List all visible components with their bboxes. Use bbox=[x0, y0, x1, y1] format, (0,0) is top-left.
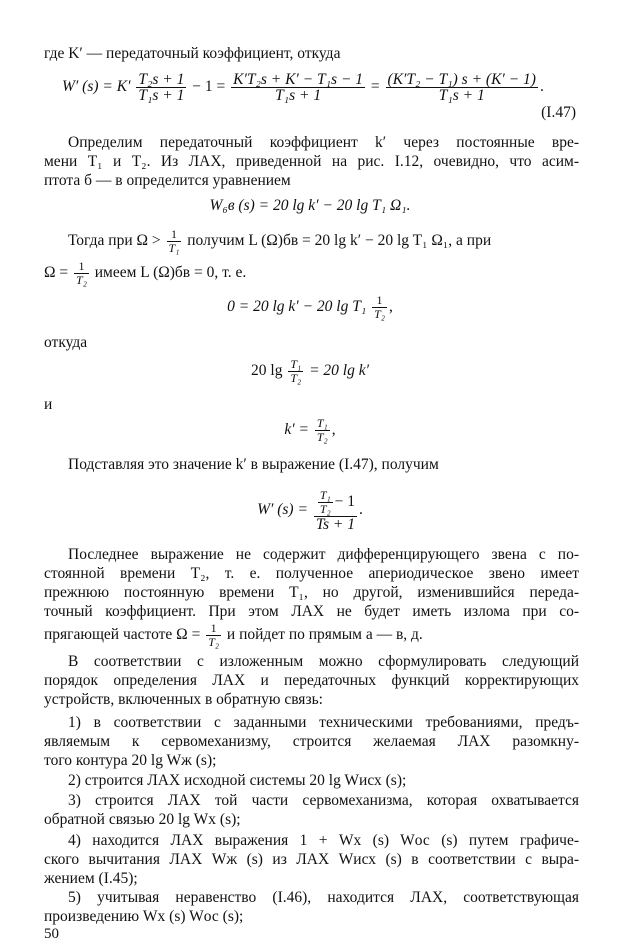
omega-line: Ω = $\frac{1}{\text{T₂}}$ имеем L (Ω)бв = 0, т. е. bbox=[44, 258, 247, 287]
item-1-line-3: того контура 20 lg Wж (s); bbox=[44, 752, 217, 769]
equation-k: k′ = $\frac{\text{T₁}}{\text{T₂}}$ , bbox=[284, 415, 336, 444]
item-4-line-2: ского вычитания ЛАХ Wж (s) из ЛАХ Wисх (s) в соответствии с выра- bbox=[44, 851, 579, 868]
eq-w-inner-frac: $\frac{\text{T₁}}{\text{T₂}}$ bbox=[319, 487, 331, 516]
eq47-lhs: W′ (s) = K′ bbox=[62, 78, 131, 95]
equation-number-i47: (I.47) bbox=[541, 104, 576, 121]
equation-zero: 0 = 20 lg k′ − 20 lg T₁ $\frac{1}{\text{T₂}}$ , bbox=[227, 292, 393, 321]
item-3-line-2: обратной связью 20 lg Wx (s); bbox=[44, 811, 241, 828]
eq47-frac-2: $\frac{\text{K′T₂s + K′ − T₁s − 1}}{\text{T₁s + 1}}$ bbox=[233, 70, 364, 104]
whence-word: откуда bbox=[44, 334, 88, 351]
and-word: и bbox=[44, 396, 53, 413]
p3-line-2: порядок определения ЛАХ и передаточных функций корректирующих bbox=[44, 672, 579, 689]
item-5-line-2: произведению Wx (s) Wос (s); bbox=[44, 908, 244, 925]
item-4-line-3: жением (I.45); bbox=[44, 870, 138, 887]
eq-w-compound-frac: $\frac{\text{T₁}}{\text{T₂}}$ − 1 Ts + 1 bbox=[314, 489, 357, 532]
p1-line-1: Определим передаточный коэффициент k′ через постоянные вре- bbox=[68, 134, 579, 151]
item-3-line-1: 3) строится ЛАХ той части сервомеханизма, которая охватывается bbox=[68, 792, 579, 809]
then-line: Тогда при Ω > $\frac{1}{\text{T₁}}$ получим L (Ω)бв = 20 lg k′ − 20 lg T₁ Ω₁, а при bbox=[68, 226, 492, 255]
item-4-line-1: 4) находится ЛАХ выражения 1 + Wx (s) Wос (s) путем графиче- bbox=[68, 832, 579, 849]
equation-20lg: 20 lg $\frac{\text{T₁}}{\text{T₂}}$ = 20 lg k′ bbox=[251, 356, 369, 385]
equation-i47: W′ (s) = K′ $\frac{\text{T₂s + 1}}{\text{T₁s + 1}}$ − 1 = $\frac{\text{K′T₂s + K′ − T₁s − 1}}{\text{T₁s + 1}}$ = $\frac{\text{(K′T₂ − T₁) s + (K′ − 1)}}{\text{T₁s + 1}}$ . bbox=[62, 70, 544, 104]
p1-line-3: птота б — в определится уравнением bbox=[44, 172, 291, 189]
eq47-equals: = bbox=[370, 78, 380, 95]
equation-wbv: W₆в (s) = 20 lg k′ − 20 lg T₁ Ω₁. bbox=[209, 197, 411, 214]
then-frac: $\frac{1}{\text{T₁}}$ bbox=[168, 226, 180, 255]
item-1-line-2: являемым к сервомеханизму, строится желаемая ЛАХ разомкну- bbox=[44, 733, 579, 750]
item-5-line-1: 5) учитывая неравенство (I.46), находится ЛАХ, соответствующая bbox=[68, 889, 579, 906]
p1-line-2: мени T₁ и T₂. Из ЛАХ, приведенной на рис. I.12, очевидно, что асим- bbox=[44, 153, 579, 170]
page-number: 50 bbox=[44, 926, 59, 942]
eq47-frac-3: $\frac{\text{(K′T₂ − T₁) s + (K′ − 1)}}{\text{T₁s + 1}}$ bbox=[387, 70, 536, 104]
p2-line-3: прежнюю постоянную времени T₁, но другой, изменившийся переда- bbox=[44, 584, 579, 601]
eq-20lg-frac: $\frac{\text{T₁}}{\text{T₂}}$ bbox=[290, 356, 302, 385]
eq47-frac-1: $\frac{\text{T₂s + 1}}{\text{T₁s + 1}}$ bbox=[138, 70, 185, 104]
item-2: 2) строится ЛАХ исходной системы 20 lg Wисх (s); bbox=[68, 772, 407, 789]
eq47-minus-one: − 1 = bbox=[192, 78, 226, 95]
equation-w-final: W′ (s) = $\frac{\text{T₁}}{\text{T₂}}$ − 1 Ts + 1 . bbox=[257, 487, 363, 533]
omega-frac: $\frac{1}{\text{T₂}}$ bbox=[76, 258, 87, 287]
eq-k-frac: $\frac{\text{T₁}}{\text{T₂}}$ bbox=[316, 415, 328, 444]
intro-line: где K′ — передаточный коэффициент, откуда bbox=[44, 45, 341, 62]
eq-zero-frac: $\frac{1}{\text{T₂}}$ bbox=[374, 292, 385, 321]
p2-line-2: стоянной времени T₂, т. е. полученное апериодическое звено имеет bbox=[44, 565, 579, 582]
p3-line-1: В соответствии с изложенным можно сформулировать следующий bbox=[68, 653, 579, 670]
substitution-line: Подставляя это значение k′ в выражение (I.47), получим bbox=[68, 456, 439, 473]
item-1-line-1: 1) в соответствии с заданными техническими требованиями, предъ- bbox=[68, 714, 579, 731]
p2-line-4: точный коэффициент. При этом ЛАХ не будет иметь излома при со- bbox=[44, 603, 579, 620]
p2-frac: $\frac{1}{\text{T₂}}$ bbox=[208, 620, 220, 649]
p2-line-5: прягающей частоте Ω = $\frac{1}{\text{T₂}}$ и пойдет по прямым а — в, д. bbox=[44, 620, 423, 649]
p3-line-3: устройств, включенных в обратную связь: bbox=[44, 691, 323, 708]
p2-line-1: Последнее выражение не содержит дифференцирующего звена с по- bbox=[68, 546, 579, 563]
